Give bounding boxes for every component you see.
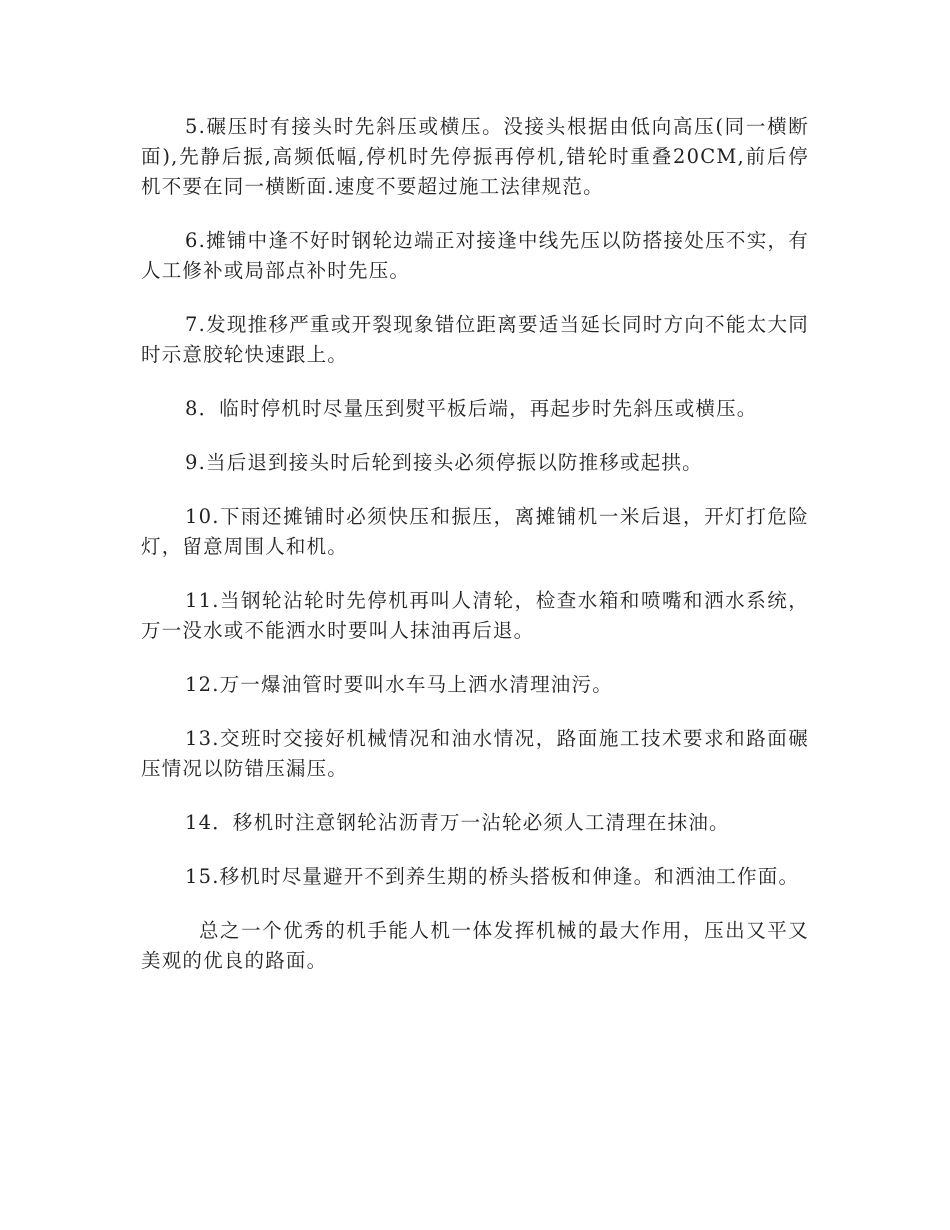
paragraph-item-9: 9.当后退到接头时后轮到接头必须停振以防推移或起拱。 [185,451,703,474]
paragraph-item-14: 14．移机时注意钢轮沾沥青万一沾轮必须人工清理在抹油。 [185,811,730,834]
paragraph-item-13: 13.交班时交接好机械情况和油水情况，路面施工技术要求和路面碾压情况以防错压漏压。 [141,727,809,780]
paragraph-item-5: 5.碾压时有接头时先斜压或横压。没接头根据由低向高压(同一横断面),先静后振,高频低幅,停机时先停振再停机,错轮时重叠20CM,前后停机不要在同一横断面.速度不要超过施工法律规范。 [141,115,809,198]
paragraph-item-8: 8．临时停机时尽量压到熨平板后端，再起步时先斜压或横压。 [185,397,758,420]
paragraph-item-10: 10.下雨还摊铺时必须快压和振压，离摊铺机一米后退，开灯打危险灯，留意周围人和机。 [141,505,809,558]
paragraph-item-11: 11.当钢轮沾轮时先停机再叫人清轮，检查水箱和喷嘴和洒水系统，万一没水或不能洒水时要叫人抹油再后退。 [141,589,809,642]
paragraph-item-7: 7.发现推移严重或开裂现象错位距离要适当延长同时方向不能太大同时示意胶轮快速跟上。 [141,313,809,366]
summary-paragraph: 总之一个优秀的机手能人机一体发挥机械的最大作用，压出又平又美观的优良的路面。 [141,919,809,972]
paragraph-item-12: 12.万一爆油管时要叫水车马上洒水清理油污。 [185,673,613,696]
document-body [141,112,809,1000]
paragraph-item-15: 15.移机时尽量避开不到养生期的桥头搭板和伸逢。和洒油工作面。 [185,865,800,888]
paragraph-item-6: 6.摊铺中逢不好时钢轮边端正对接逢中线先压以防搭接处压不实，有人工修补或局部点补时先压。 [141,229,809,282]
